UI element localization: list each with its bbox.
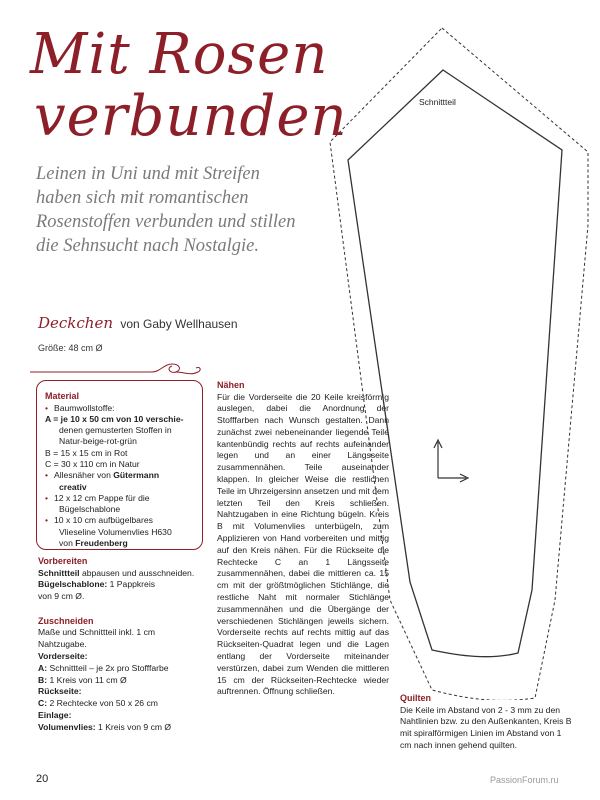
quilten-text: Die Keile im Abstand von 2 - 3 mm zu den Nahtlinien bzw. zu den Außenkanten, Kreis B mit spiralförmigen Linien im Abstand von 1 cm nach innen gehend quilten.: [400, 704, 572, 750]
text-line: Nahtzugabe.: [38, 639, 87, 650]
lead-paragraph: [36, 162, 296, 258]
pattern-piece: [300, 20, 600, 700]
lead-line: haben sich mit romantischen: [36, 188, 249, 208]
text-line: Vorderseite:: [38, 650, 88, 661]
text-line: Volumenvlies: 1 Kreis von 9 cm Ø: [38, 721, 172, 732]
text-line: Rückseite:: [38, 686, 82, 697]
text-line: Bügelschablone: 1 Pappkreis: [38, 579, 156, 590]
project-size: Größe: 48 cm Ø: [38, 343, 103, 353]
project-author-line: [38, 314, 238, 332]
project-author: von Gaby Wellhausen: [120, 317, 238, 331]
list-item: B = 15 x 15 cm in Rot: [45, 447, 128, 458]
text-line: A: Schnittteil – je 2x pro Stofffarbe: [38, 662, 169, 673]
quilten-heading: Quilten: [400, 693, 431, 703]
naehen-heading: Nähen: [217, 380, 245, 390]
title-line-2: verbunden: [34, 84, 348, 149]
instructions-column-3: [400, 693, 575, 752]
list-item: denen gemusterten Stoffen in: [59, 425, 172, 436]
watermark: PassionForum.ru: [490, 775, 559, 785]
material-box: [36, 380, 203, 550]
list-item: C = 30 x 110 cm in Natur: [45, 458, 140, 469]
lead-line: die Sehnsucht nach Nostalgie.: [36, 236, 259, 256]
lead-line: Rosenstoffen verbunden und stillen: [36, 212, 296, 232]
list-item: Vlieseline Volumenvlies H630: [59, 526, 172, 537]
text-line: von 9 cm Ø.: [38, 591, 85, 602]
text-line: Maße und Schnittteil inkl. 1 cm: [38, 627, 156, 638]
zuschneiden-heading: Zuschneiden: [38, 615, 94, 626]
instructions-column-1: [38, 556, 208, 734]
vorbereiten-heading: Vorbereiten: [38, 556, 88, 566]
list-item: Natur-beige-rot-grün: [59, 436, 137, 447]
text-line: Schnittteil abpausen und ausschneiden.: [38, 567, 195, 578]
text-line: Einlage:: [38, 709, 72, 720]
pattern-label: Schnittteil: [419, 97, 456, 107]
list-item: • Baumwollstoffe:: [45, 402, 115, 413]
list-item: • 12 x 12 cm Pappe für die: [45, 492, 150, 503]
text-line: B: 1 Kreis von 11 cm Ø: [38, 674, 127, 685]
list-item: • Allesnäher von Gütermann: [45, 470, 160, 481]
list-item: • 10 x 10 cm aufbügelbares: [45, 515, 153, 526]
title-line-1: Mit Rosen: [30, 22, 329, 87]
list-item: von Freudenberg: [59, 538, 128, 549]
lead-line: Leinen in Uni und mit Streifen: [36, 164, 260, 184]
project-name: Deckchen: [38, 314, 113, 332]
material-heading: Material: [45, 391, 80, 401]
text-line: C: 2 Rechtecke von 50 x 26 cm: [38, 698, 158, 709]
grain-arrow-icon: [434, 440, 468, 482]
list-item: A = je 10 x 50 cm von 10 verschie-: [45, 413, 184, 424]
page-number: 20: [36, 773, 49, 785]
page-title: [30, 22, 348, 149]
list-item: creativ: [59, 481, 87, 492]
ornament-divider: [30, 358, 205, 382]
list-item: Bügelschablone: [59, 504, 121, 515]
naehen-text: Für die Vorderseite die 20 Keile kreisförmig auslegen, dabei die Anordnung der Stofffarben nach Wunsch gestalten. Dann zunächst zwei nebeneinander liegende Teile kantenbündig rechts auf rechts aufeinander legen und an einer Längsseite zusammennähen. Teile auseinander klappen. In gleicher Weise die restlichen Teile im Uhrzeigersinn ansetzen und mit dem letzten Teil den Kreis schließen. Nahtzugaben in eine Richtung bügeln. Kreis B mit Volumenvlies unterbügeln, zum Applizieren von Hand vorbereiten und mittig auf den Kreis nähen. Für die Rückseite die Rechtecke C an 1 Längsseite zusammennähen, dabei die mittleren ca. 15 cm mit der größtmöglichen Stichlänge, die restliche Naht mit normaler Stichlänge zusammennähen und die Übergänge der verschiedenen Stichlängen jeweils sichern. Vorderseite rechts auf rechts mittig auf das Rückseiten-Quadrat legen und die Lagen entlang der Vorderseite miteinander verstürzen, dabei zum Wenden die mittleren 15 cm der Rückseiten-Rechtecke wieder auftrennen. Öffnung schließen.: [217, 391, 389, 697]
